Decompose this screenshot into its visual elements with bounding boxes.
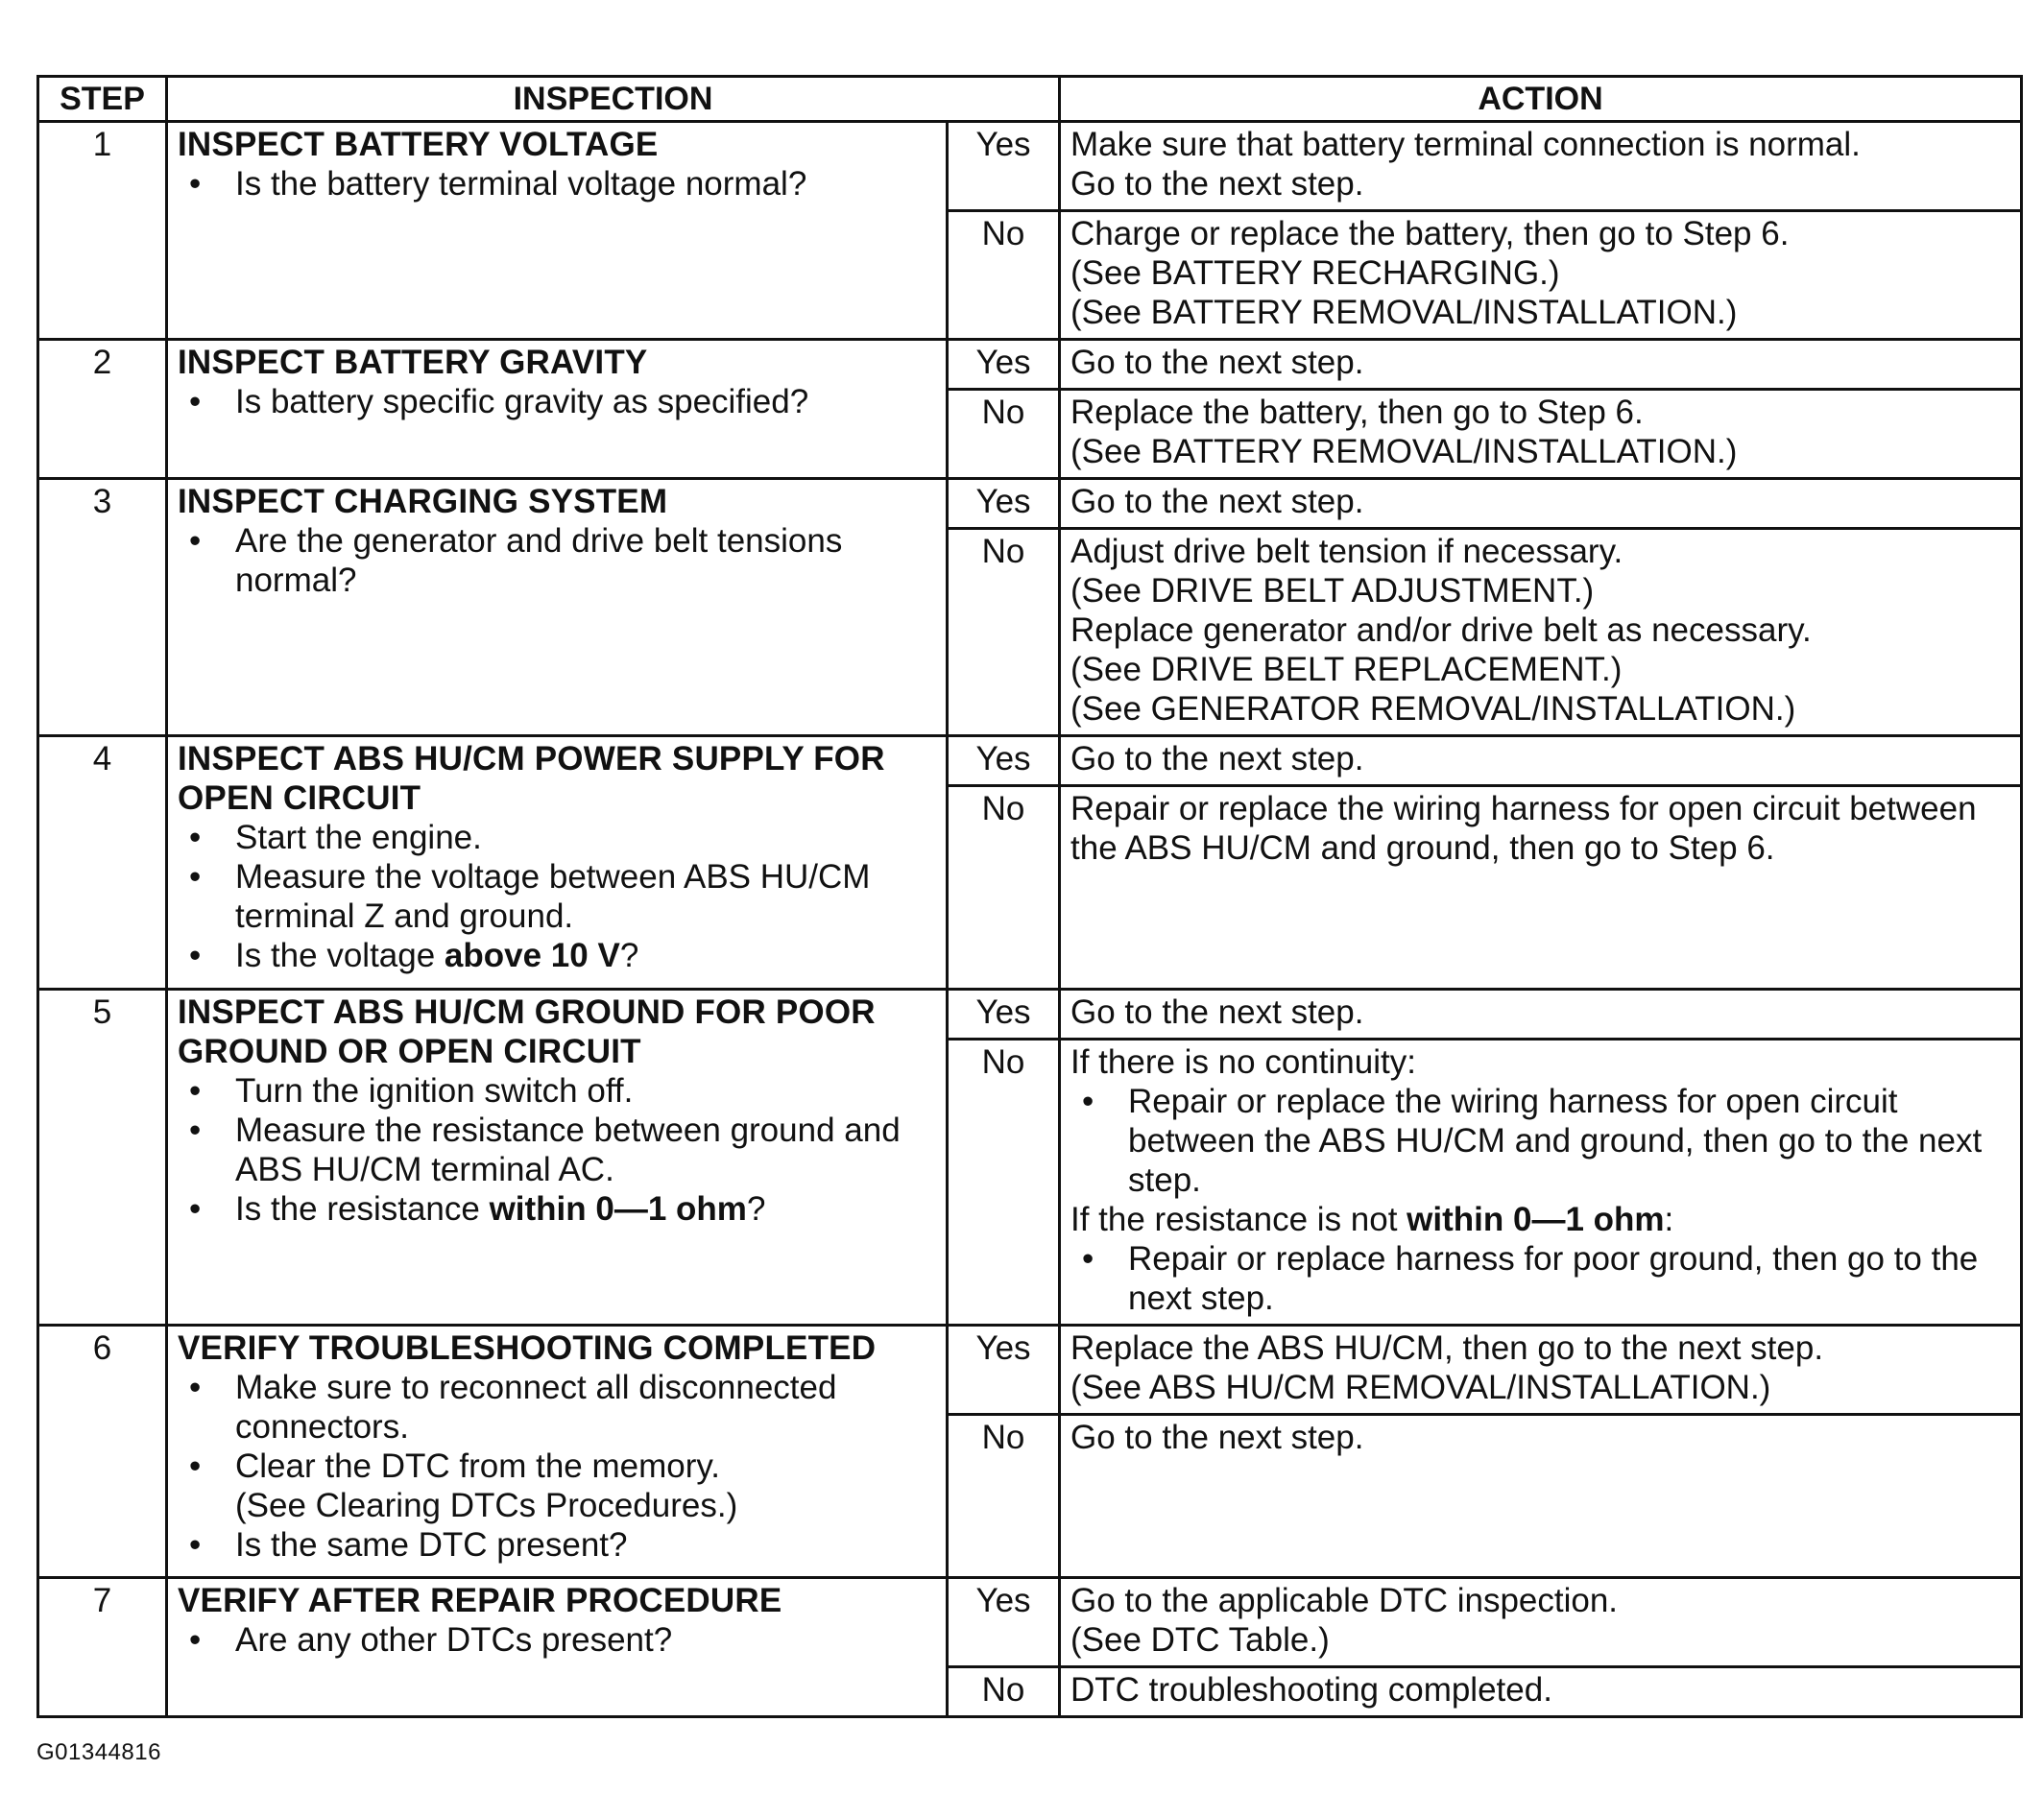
list-item: • Is battery specific gravity as specified?	[235, 382, 936, 421]
action-line: Replace the ABS HU/CM, then go to the next step.	[1070, 1329, 1824, 1367]
yes-action-cell	[1060, 736, 2022, 786]
inspection-title: INSPECT ABS HU/CM GROUND FOR POOR GROUND OR OPEN CIRCUIT	[178, 993, 876, 1070]
action-line: Go to the next step.	[1070, 740, 1364, 777]
no-label: No	[948, 1415, 1060, 1578]
table-row	[38, 736, 2022, 786]
list-item: • Are the generator and drive belt tensions normal?	[235, 521, 936, 600]
inspection-title: VERIFY AFTER REPAIR PROCEDURE	[178, 1582, 782, 1619]
no-action-cell	[1060, 390, 2022, 479]
inspection-cell	[167, 1326, 948, 1578]
step-number: 7	[38, 1578, 167, 1717]
action-line: (See DRIVE BELT REPLACEMENT.)	[1070, 651, 1623, 688]
action-line: Go to the next step.	[1070, 1419, 1364, 1456]
no-label: No	[948, 390, 1060, 479]
no-label: No	[948, 1040, 1060, 1326]
header-action: ACTION	[1060, 77, 2022, 122]
figure-code: G01344816	[36, 1739, 161, 1765]
inspection-bullets	[178, 382, 936, 421]
bullet-text: • Clear the DTC from the memory.	[235, 1447, 721, 1485]
header-inspection: INSPECTION	[167, 77, 1060, 122]
action-text: If the resistance is not	[1070, 1201, 1407, 1238]
inspection-cell	[167, 122, 948, 340]
inspection-bullets	[178, 164, 936, 203]
yes-action-cell	[1060, 1326, 2022, 1415]
inspection-bullets	[178, 521, 936, 600]
dtc-inspection-table	[36, 75, 2023, 1718]
list-item: • Make sure to reconnect all disconnected connectors.	[235, 1368, 936, 1447]
list-item: • Is the same DTC present?	[235, 1525, 936, 1565]
table-row	[38, 1326, 2022, 1415]
list-item	[235, 1189, 936, 1229]
action-line: Go to the applicable DTC inspection.	[1070, 1582, 1619, 1619]
action-line	[1070, 1200, 2010, 1239]
list-item	[235, 936, 936, 975]
yes-action-cell	[1060, 1578, 2022, 1667]
action-line: DTC troubleshooting completed.	[1070, 1671, 1552, 1709]
no-action-cell	[1060, 1415, 2022, 1578]
list-item: • Turn the ignition switch off.	[235, 1071, 936, 1111]
list-item	[235, 1447, 936, 1525]
list-item: • Measure the resistance between ground and ABS HU/CM terminal AC.	[235, 1111, 936, 1189]
inspection-cell	[167, 990, 948, 1326]
action-bullets	[1070, 1082, 2010, 1200]
table-row	[38, 479, 2022, 529]
yes-label: Yes	[948, 340, 1060, 390]
bullet-emphasis: within 0—1 ohm	[489, 1190, 747, 1228]
inspection-title: INSPECT ABS HU/CM POWER SUPPLY FOR OPEN CIRCUIT	[178, 740, 885, 817]
bullet-text: Is the voltage	[235, 937, 445, 974]
yes-label: Yes	[948, 479, 1060, 529]
no-action-cell	[1060, 529, 2022, 736]
inspection-cell	[167, 479, 948, 736]
list-item: • Are any other DTCs present?	[235, 1620, 936, 1660]
bullet-text: Is the resistance	[235, 1190, 490, 1228]
step-number: 3	[38, 479, 167, 736]
no-action-cell	[1060, 1667, 2022, 1717]
step-number: 2	[38, 340, 167, 479]
no-action-cell	[1060, 786, 2022, 990]
action-line: Go to the next step.	[1070, 165, 1364, 203]
action-emphasis: within 0—1 ohm	[1407, 1201, 1665, 1238]
yes-label: Yes	[948, 1326, 1060, 1415]
bullet-emphasis: above 10 V	[444, 937, 620, 974]
action-line: (See DTC Table.)	[1070, 1621, 1330, 1659]
inspection-title: VERIFY TROUBLESHOOTING COMPLETED	[178, 1329, 877, 1367]
list-item: • Repair or replace the wiring harness for open circuit between the ABS HU/CM and ground, then go to the next step.	[1128, 1082, 2010, 1200]
table-row	[38, 990, 2022, 1040]
inspection-title: INSPECT BATTERY GRAVITY	[178, 344, 648, 381]
action-line: Repair or replace the wiring harness for open circuit between the ABS HU/CM and ground, then go to Step 6.	[1070, 790, 1977, 867]
step-number: 6	[38, 1326, 167, 1578]
action-line: Replace generator and/or drive belt as necessary.	[1070, 611, 1812, 649]
action-bullets	[1070, 1239, 2010, 1318]
action-line: Make sure that battery terminal connection is normal.	[1070, 126, 1861, 163]
step-number: 4	[38, 736, 167, 990]
yes-action-cell	[1060, 990, 2022, 1040]
table-row	[38, 122, 2022, 211]
action-line: Adjust drive belt tension if necessary.	[1070, 533, 1623, 570]
bullet-note: (See Clearing DTCs Procedures.)	[235, 1487, 738, 1524]
yes-label: Yes	[948, 1578, 1060, 1667]
inspection-title: INSPECT BATTERY VOLTAGE	[178, 126, 659, 163]
action-line: (See BATTERY REMOVAL/INSTALLATION.)	[1070, 433, 1738, 470]
header-step: STEP	[38, 77, 167, 122]
step-number: 5	[38, 990, 167, 1326]
action-line: (See ABS HU/CM REMOVAL/INSTALLATION.)	[1070, 1369, 1771, 1406]
action-line: (See BATTERY RECHARGING.)	[1070, 254, 1560, 292]
list-item: • Is the battery terminal voltage normal?	[235, 164, 936, 203]
list-item: • Start the engine.	[235, 818, 936, 857]
action-line: (See BATTERY REMOVAL/INSTALLATION.)	[1070, 294, 1738, 331]
action-line: If there is no continuity:	[1070, 1043, 1416, 1081]
action-line: Go to the next step.	[1070, 483, 1364, 520]
list-item: • Measure the voltage between ABS HU/CM terminal Z and ground.	[235, 857, 936, 936]
inspection-bullets	[178, 1620, 936, 1660]
table-row	[38, 340, 2022, 390]
inspection-cell	[167, 340, 948, 479]
action-line: Replace the battery, then go to Step 6.	[1070, 394, 1644, 431]
no-action-cell	[1060, 1040, 2022, 1326]
inspection-title: INSPECT CHARGING SYSTEM	[178, 483, 668, 520]
dtc-inspection-document	[36, 75, 2020, 1718]
yes-action-cell	[1060, 479, 2022, 529]
action-text: :	[1664, 1201, 1674, 1238]
action-line: Go to the next step.	[1070, 993, 1364, 1031]
action-line: (See DRIVE BELT ADJUSTMENT.)	[1070, 572, 1595, 610]
action-line: Charge or replace the battery, then go to Step 6.	[1070, 215, 1790, 252]
yes-label: Yes	[948, 736, 1060, 786]
yes-label: Yes	[948, 990, 1060, 1040]
inspection-bullets	[178, 818, 936, 975]
no-label: No	[948, 211, 1060, 340]
step-number: 1	[38, 122, 167, 340]
inspection-bullets	[178, 1071, 936, 1229]
list-item: • Repair or replace harness for poor ground, then go to the next step.	[1128, 1239, 2010, 1318]
inspection-bullets	[178, 1368, 936, 1565]
action-line: (See GENERATOR REMOVAL/INSTALLATION.)	[1070, 690, 1796, 728]
inspection-cell	[167, 1578, 948, 1717]
table-header-row	[38, 77, 2022, 122]
table-row	[38, 1578, 2022, 1667]
bullet-text: ?	[746, 1190, 766, 1228]
no-label: No	[948, 786, 1060, 990]
action-line: Go to the next step.	[1070, 344, 1364, 381]
no-label: No	[948, 529, 1060, 736]
yes-action-cell	[1060, 122, 2022, 211]
no-action-cell	[1060, 211, 2022, 340]
inspection-cell	[167, 736, 948, 990]
bullet-text: ?	[619, 937, 639, 974]
no-label: No	[948, 1667, 1060, 1717]
yes-label: Yes	[948, 122, 1060, 211]
yes-action-cell	[1060, 340, 2022, 390]
